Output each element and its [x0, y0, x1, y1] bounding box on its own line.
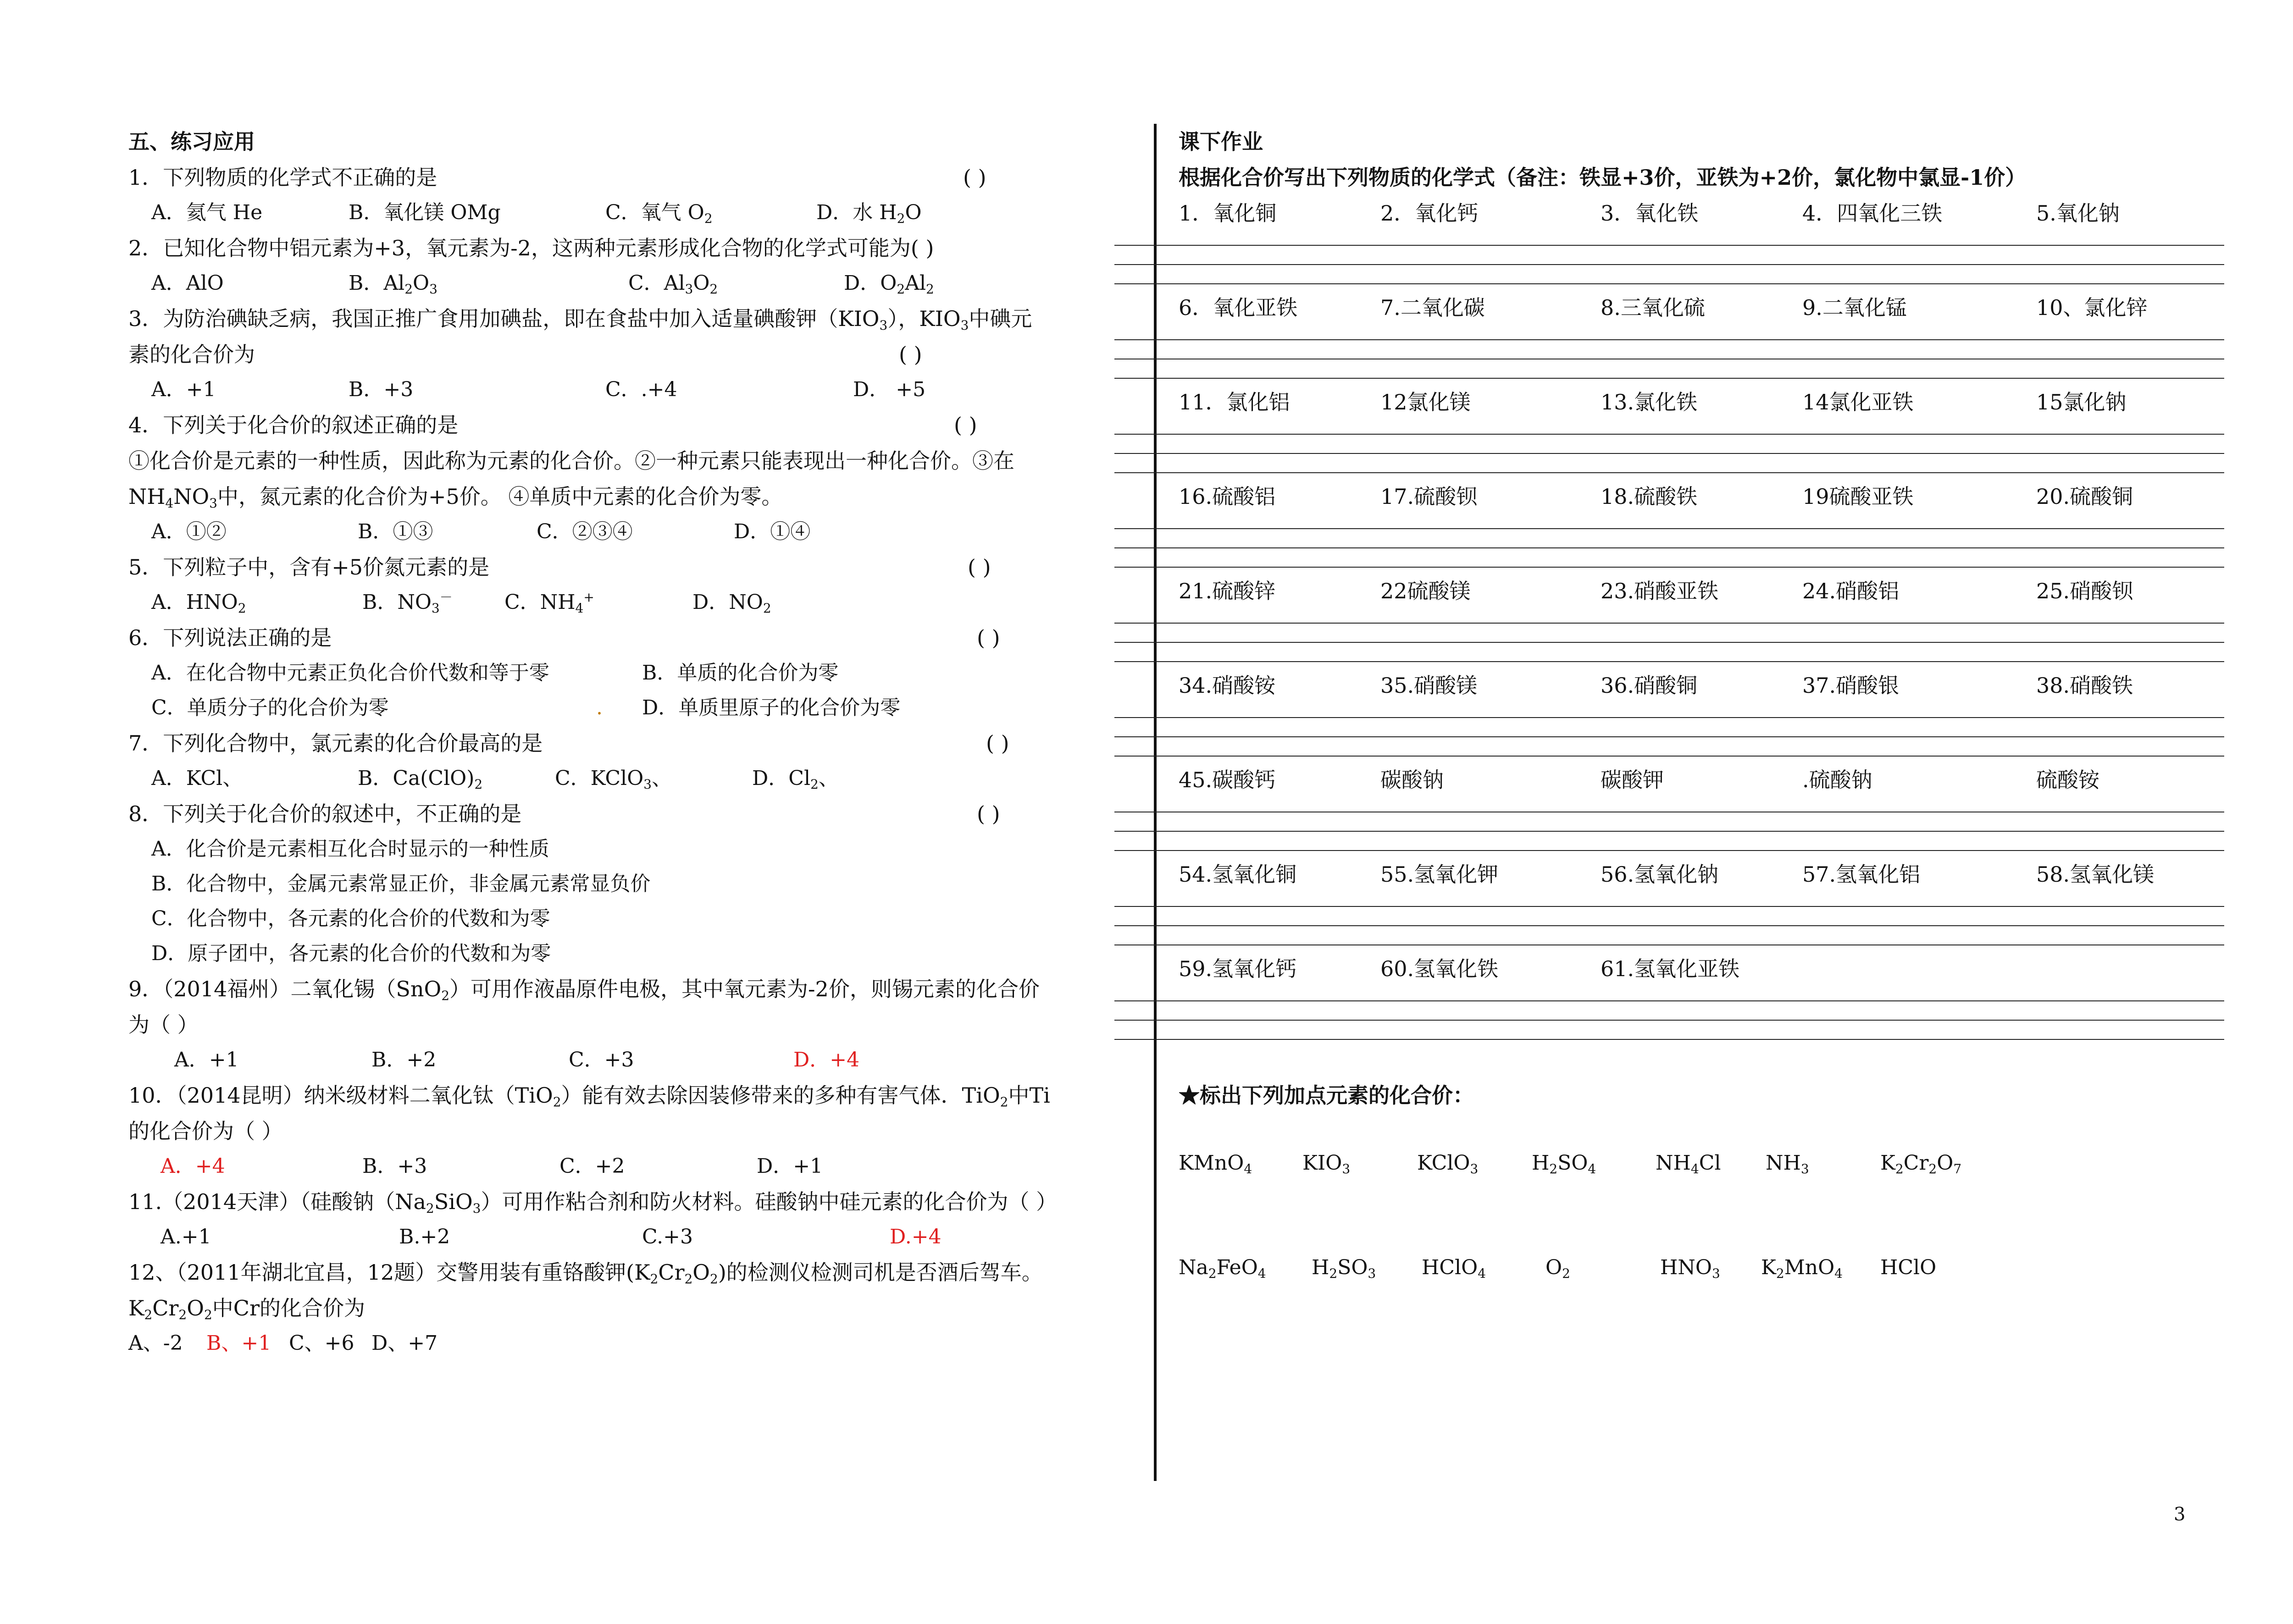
- option-c: C．$Al_3O_2$: [628, 271, 718, 297]
- question-8: [128, 796, 1128, 832]
- formula-k2mno4: $K_2MnO_4$: [1761, 1256, 1843, 1281]
- formula-h2so3: $H_2SO_3$: [1312, 1256, 1376, 1281]
- option-a: A．氦气 He: [151, 201, 263, 224]
- option-d: D．水 $H_2O$: [816, 201, 922, 226]
- option-c: C、+6: [289, 1331, 354, 1355]
- formula-o2: $O_2$: [1545, 1256, 1570, 1281]
- question-7-options: [128, 761, 1128, 796]
- homework-row: [1179, 479, 2233, 514]
- compound-name: 58.氢氧化镁: [2036, 862, 2155, 887]
- answer-line[interactable]: [1114, 798, 2224, 812]
- compound-name: 37.硝酸银: [1802, 673, 1900, 698]
- compound-name: 55.氢氧化钾: [1380, 862, 1499, 887]
- compound-name: 8.三氧化硫: [1601, 295, 1705, 320]
- option-b: B．+2: [371, 1048, 437, 1072]
- exercise-column: [128, 124, 1128, 1361]
- answer-line[interactable]: [1114, 326, 2224, 340]
- answer-line[interactable]: [1114, 246, 2224, 265]
- option-c: C．.+4: [605, 378, 677, 401]
- option-d: D．+1: [757, 1154, 823, 1178]
- answer-paren: ( ): [954, 413, 977, 437]
- formula-kclo3: KClO$_3$: [1417, 1151, 1479, 1177]
- homework-row: [1179, 951, 2233, 987]
- question-6-stem: 6．下列说法正确的是: [128, 625, 332, 650]
- compound-name: 7.二氧化碳: [1380, 295, 1485, 320]
- compound-name: 碳酸钠: [1380, 768, 1444, 792]
- compound-name: 57.氢氧化铝: [1802, 862, 1921, 887]
- compound-name: 59.氢氧化钙: [1179, 956, 1297, 981]
- compound-name: 13.氯化铁: [1601, 390, 1698, 414]
- homework-column: [1179, 124, 2233, 1286]
- answer-line[interactable]: [1114, 643, 2224, 662]
- answer-paren: ( ): [977, 801, 1000, 826]
- question-4-stem: 4．下列关于化合价的叙述正确的是: [128, 413, 459, 437]
- formula-kio3: $KIO_3$: [1302, 1151, 1351, 1177]
- option-d: D．原子团中，各元素的化合价的代数和为零: [151, 942, 551, 965]
- formula-hclo4: HClO$_4$: [1422, 1256, 1486, 1281]
- compound-name: 45.碳酸钙: [1179, 768, 1276, 792]
- question-4: [128, 407, 1128, 443]
- question-10-options: [128, 1149, 1128, 1184]
- compound-name: 6．氧化亚铁: [1179, 295, 1298, 320]
- question-12-options: [128, 1326, 1128, 1361]
- compound-name: 17.硫酸钡: [1380, 484, 1478, 509]
- compound-name: 11．氯化铝: [1179, 390, 1290, 414]
- compound-name: 1．氧化铜: [1179, 201, 1277, 226]
- compound-name: 22硫酸镁: [1380, 579, 1471, 603]
- question-9-stem: 9．（2014福州）二氧化锡（SnO$_2$）可用作液晶原件电极，其中氧元素为-2价，则锡元素的化合价: [128, 977, 1040, 1003]
- question-2-stem: 2．已知化合物中铝元素为+3，氧元素为-2，这两种元素形成化合物的化学式可能为( ): [128, 236, 934, 260]
- option-b: B．$Al_2O_3$: [349, 271, 438, 297]
- question-11-stem: 11.（2014天津）（硅酸钠$(Na_2SiO_3)$可用作粘合剂和防火材料。硅酸钠中硅元素的化合价为（ ）: [128, 1189, 1058, 1216]
- answer-line[interactable]: [1114, 892, 2224, 907]
- homework-row: [1179, 573, 2233, 609]
- question-1: [128, 160, 1128, 195]
- homework-row: [1179, 384, 2233, 420]
- answer-line[interactable]: [1114, 718, 2224, 737]
- compound-name: 2．氧化钙: [1380, 201, 1479, 226]
- question-3-stem-cont: 素的化合价为 ( ): [128, 337, 1128, 372]
- question-11-options: [128, 1220, 1128, 1254]
- question-4-statements: ①化合价是元素的一种性质，因此称为元素的化合价。②一种元素只能表现出一种化合价。③在: [128, 448, 1014, 473]
- question-1-stem: 1．下列物质的化学式不正确的是: [128, 165, 438, 190]
- answer-line[interactable]: [1114, 703, 2224, 718]
- answer-line[interactable]: [1114, 1001, 2224, 1021]
- answer-line[interactable]: [1114, 529, 2224, 548]
- homework-instruction: 根据化合价写出下列物质的化学式（备注：铁显+3价，亚铁为+2价，氯化物中氯显-1价）: [1179, 165, 2027, 190]
- option-b: B．+3: [349, 378, 414, 401]
- formula-hclo: HClO: [1880, 1256, 1937, 1279]
- question-9-options: [128, 1043, 1128, 1077]
- question-10-stem: 10．（2014昆明）纳米级材料二氧化钛（TiO$_2$）能有效去除因装修带来的多种有害气体．TiO$_2$中Ti: [128, 1083, 1050, 1110]
- section-title: 五、练习应用: [128, 129, 255, 154]
- answer-line[interactable]: [1114, 907, 2224, 926]
- compound-name: 16.硫酸铝: [1179, 484, 1276, 509]
- question-5: [128, 549, 1128, 585]
- answer-paren: ( ): [899, 342, 922, 367]
- option-a: A．化合价是元素相互化合时显示的一种性质: [151, 837, 549, 861]
- option-c: C．$NH_4^+$: [504, 590, 594, 616]
- formula-na2feo4: $Na_2FeO_4$: [1179, 1256, 1266, 1281]
- option-c: C．化合物中，各元素的化合价的代数和为零: [151, 907, 550, 930]
- option-b: B．单质的化合价为零: [642, 661, 839, 685]
- compound-name: 18.硫酸铁: [1601, 484, 1698, 509]
- formula-kmno4: KMnO$_4$: [1179, 1151, 1252, 1177]
- compound-name: 61.氢氧化亚铁: [1601, 956, 1740, 981]
- compound-name: 硫酸铵: [2036, 768, 2099, 792]
- option-d: D．①④: [734, 520, 811, 543]
- compound-name: 38.硝酸铁: [2036, 673, 2133, 698]
- answer-line[interactable]: [1114, 609, 2224, 624]
- answer-paren: ( ): [977, 625, 1000, 650]
- compound-name: 56.氢氧化钠: [1601, 862, 1719, 887]
- answer-line[interactable]: [1114, 359, 2224, 379]
- question-3-options: [128, 372, 1128, 407]
- question-7: [128, 725, 1128, 761]
- question-8-stem: 8．下列关于化合价的叙述中，不正确的是: [128, 801, 522, 826]
- option-a: A.+1: [161, 1225, 211, 1248]
- homework-row: [1179, 762, 2233, 798]
- page-number: 3: [2174, 1504, 2186, 1525]
- option-a: A．$HNO_2$: [151, 591, 246, 616]
- option-b: B．①③: [358, 520, 433, 543]
- homework-row: [1179, 668, 2233, 703]
- option-d-answer: D.+4: [890, 1225, 942, 1248]
- compound-name: .硫酸钠: [1802, 768, 1872, 792]
- compound-name: 34.硝酸铵: [1179, 673, 1276, 698]
- option-b: B．+3: [362, 1154, 427, 1178]
- formula-hno3: $HNO_3$: [1660, 1256, 1720, 1281]
- option-c: C．单质分子的化合价为零: [151, 696, 389, 719]
- question-12-stem-cont: $K_2Cr_2O_2$中Cr的化合价为: [128, 1296, 365, 1322]
- question-5-stem: 5．下列粒子中，含有+5价氮元素的是: [128, 555, 490, 580]
- star-title: ★标出下列加点元素的化合价：: [1179, 1083, 1474, 1108]
- compound-name: 35.硝酸镁: [1380, 673, 1478, 698]
- question-4-options: [128, 514, 1128, 549]
- compound-name: 36.硝酸铜: [1601, 673, 1698, 698]
- compound-name: 碳酸钾: [1601, 768, 1664, 792]
- question-9-stem-cont: 为（ ）: [128, 1012, 199, 1037]
- option-c: C.+3: [642, 1225, 693, 1248]
- option-d: D．$Cl_2$、: [752, 767, 839, 792]
- option-d: D．$O_2Al_2$: [844, 271, 934, 297]
- formula-nh4cl: $NH_4Cl$: [1656, 1151, 1721, 1177]
- option-b: B．化合物中，金属元素常显正价，非金属元素常显负价: [151, 872, 651, 895]
- option-b: B.+2: [399, 1225, 450, 1248]
- answer-line[interactable]: [1114, 624, 2224, 643]
- answer-line[interactable]: [1114, 420, 2224, 435]
- question-3-stem: 3．为防治碘缺乏病，我国正推广食用加碘盐，即在食盐中加入适量碘酸钾$(KIO_3)$，$KIO_3$中碘元: [128, 306, 1032, 333]
- answer-line[interactable]: [1114, 1021, 2224, 1040]
- answer-paren: ( ): [986, 731, 1009, 756]
- formula-h2so4: $H_2SO_4$: [1532, 1151, 1596, 1177]
- compound-name: 5.氧化钠: [2036, 201, 2120, 226]
- answer-line[interactable]: [1114, 987, 2224, 1001]
- option-a: A．在化合物中元素正负化合价代数和等于零: [151, 661, 549, 685]
- option-b: B．氧化镁 OMg: [349, 201, 501, 224]
- option-d-answer: D．+4: [793, 1048, 860, 1072]
- compound-name: 24.硝酸铝: [1802, 579, 1900, 603]
- option-c: C．+2: [559, 1154, 625, 1178]
- question-4-statements-cont: $NH_4NO_3$中，氮元素的化合价为+5价。 ④单质中元素的化合价为零。: [128, 484, 783, 511]
- formula-nh3: $NH_3$: [1766, 1151, 1809, 1177]
- question-1-options: [128, 195, 1128, 230]
- option-d: D． +5: [853, 378, 926, 401]
- compound-name: 60.氢氧化铁: [1380, 956, 1499, 981]
- question-6-options-cd: [128, 690, 1128, 725]
- homework-row: [1179, 856, 2233, 892]
- answer-line[interactable]: [1114, 812, 2224, 832]
- homework-row: [1179, 290, 2233, 326]
- option-a: A．KCl、: [151, 767, 243, 790]
- question-6-options-ab: [128, 656, 1128, 690]
- option-c: C．氧气 $O_2$: [605, 201, 713, 226]
- option-a: A、-2: [128, 1331, 183, 1355]
- option-b: B．$NO_3^-$: [362, 590, 453, 616]
- formula-row-1: [1179, 1145, 2233, 1181]
- answer-line[interactable]: [1114, 231, 2224, 246]
- homework-title: 课下作业: [1179, 129, 1263, 154]
- stray-dot: .: [596, 696, 603, 719]
- compound-name: 20.硫酸铜: [2036, 484, 2133, 509]
- answer-paren: ( ): [968, 555, 991, 580]
- question-10-stem-cont: 的化合价为（ ）: [128, 1119, 283, 1143]
- compound-name: 14氯化亚铁: [1802, 390, 1914, 414]
- option-a: A．①②: [151, 520, 227, 543]
- compound-name: 19硫酸亚铁: [1802, 484, 1914, 509]
- compound-name: 15氯化钠: [2036, 390, 2127, 414]
- answer-line[interactable]: [1114, 926, 2224, 945]
- option-d: D．单质里原子的化合价为零: [642, 696, 901, 719]
- option-d: D．$NO_2$: [692, 591, 771, 616]
- compound-name: 4．四氧化三铁: [1802, 201, 1943, 226]
- answer-line[interactable]: [1114, 548, 2224, 568]
- question-7-stem: 7．下列化合物中，氯元素的化合价最高的是: [128, 731, 543, 756]
- option-a: A．AlO: [151, 271, 224, 295]
- question-12-stem: 12、（2011年湖北宜昌，12题）交警用装有重铬酸钾$(K_2Cr_2O_2)$的检测仪检测司机是否酒后驾车。: [128, 1260, 1043, 1287]
- compound-name: 25.硝酸钡: [2036, 579, 2133, 603]
- question-5-options: [128, 585, 1128, 620]
- option-c: C．+3: [569, 1048, 634, 1072]
- compound-name: 23.硝酸亚铁: [1601, 579, 1719, 603]
- compound-name: 21.硫酸锌: [1179, 579, 1276, 603]
- formula-rows: [1179, 195, 2233, 1045]
- option-b: B．$Ca(ClO)_2$: [358, 767, 483, 792]
- option-a-answer: A．+4: [161, 1154, 225, 1178]
- option-c: C．KClO$_3$、: [555, 767, 672, 792]
- compound-name: 54.氢氧化铜: [1179, 862, 1297, 887]
- compound-name: 12氯化镁: [1380, 390, 1471, 414]
- option-b-answer: B、+1: [206, 1331, 271, 1355]
- question-2-options: [128, 266, 1128, 301]
- answer-line[interactable]: [1114, 737, 2224, 757]
- compound-name: 10、氯化锌: [2036, 295, 2148, 320]
- answer-line[interactable]: [1114, 435, 2224, 454]
- option-d: D、+7: [371, 1331, 438, 1355]
- compound-name: 9.二氧化锰: [1802, 295, 1907, 320]
- formula-k2cr2o7: $K_2Cr_2O_7$: [1880, 1151, 1962, 1177]
- answer-line[interactable]: [1114, 832, 2224, 851]
- answer-line[interactable]: [1114, 340, 2224, 359]
- answer-line[interactable]: [1114, 454, 2224, 473]
- question-6: [128, 620, 1128, 656]
- answer-line[interactable]: [1114, 265, 2224, 284]
- option-a: A．+1: [174, 1048, 239, 1072]
- option-a: A．+1: [151, 378, 216, 401]
- homework-row: [1179, 195, 2233, 231]
- option-c: C．②③④: [537, 520, 633, 543]
- answer-paren: ( ): [963, 165, 986, 190]
- formula-row-2: [1179, 1250, 2233, 1286]
- compound-name: 3．氧化铁: [1601, 201, 1699, 226]
- answer-line[interactable]: [1114, 514, 2224, 529]
